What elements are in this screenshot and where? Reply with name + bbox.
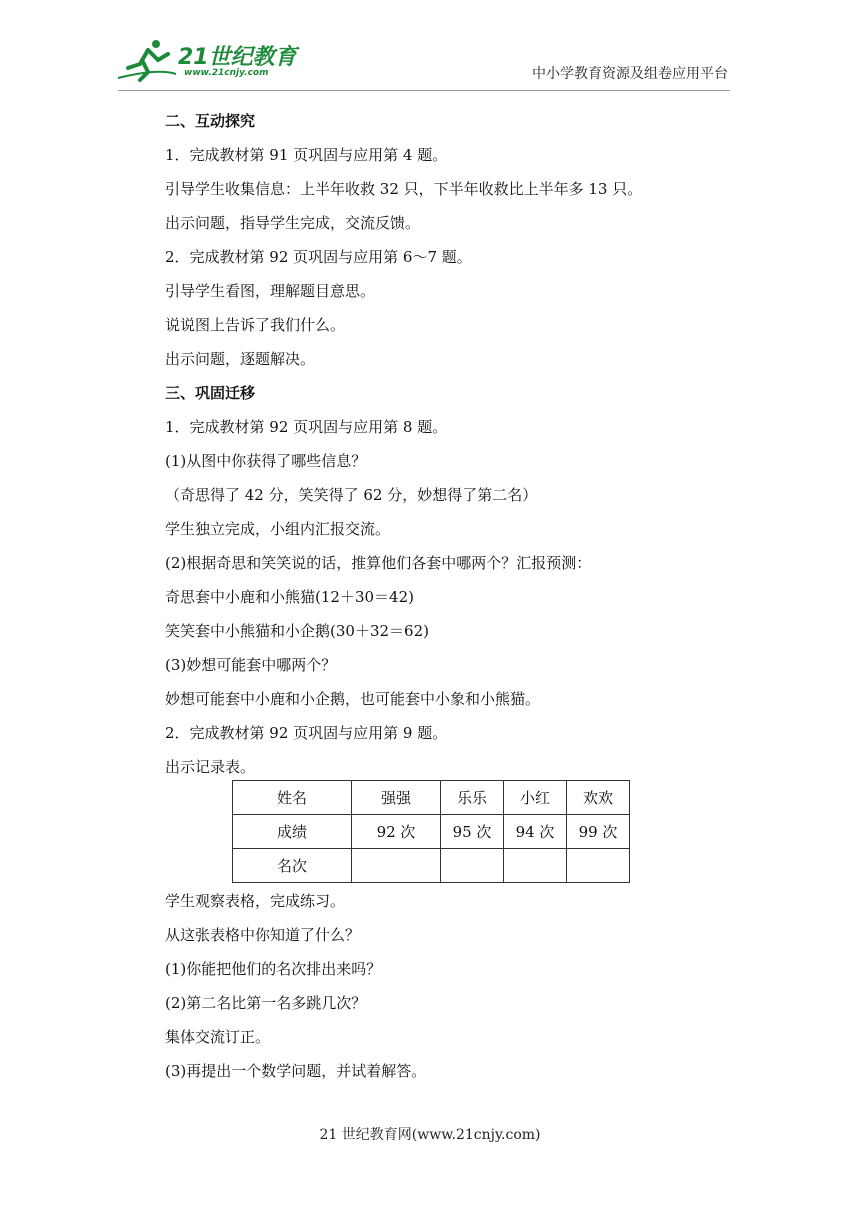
table-cell: 92 次	[352, 815, 441, 849]
table-cell	[352, 849, 441, 883]
paragraph: 出示记录表。	[165, 758, 256, 776]
paragraph: 学生独立完成，小组内汇报交流。	[165, 520, 391, 538]
table-row	[233, 849, 630, 883]
paragraph: 集体交流订正。	[165, 1028, 271, 1046]
table-cell	[567, 849, 630, 883]
paragraph: 奇思套中小鹿和小熊猫(12＋30＝42)	[165, 588, 414, 606]
paragraph: （奇思得了 42 分，笑笑得了 62 分，妙想得了第二名）	[165, 486, 538, 504]
record-table	[232, 780, 630, 883]
table-cell: 99 次	[567, 815, 630, 849]
page-header	[0, 0, 860, 100]
table-cell: 95 次	[441, 815, 504, 849]
paragraph: 1．完成教材第 92 页巩固与应用第 8 题。	[165, 418, 448, 436]
paragraph: 2．完成教材第 92 页巩固与应用第 9 题。	[165, 724, 448, 742]
document-body-continued	[165, 884, 745, 1088]
paragraph: 从这张表格中你知道了什么？	[165, 926, 361, 944]
table-header-cell: 乐乐	[441, 781, 504, 815]
table-cell: 名次	[233, 849, 352, 883]
table-cell	[504, 849, 567, 883]
table-header-cell: 欢欢	[567, 781, 630, 815]
header-divider	[118, 90, 730, 91]
document-body	[165, 104, 745, 784]
paragraph: 引导学生看图，理解题目意思。	[165, 282, 376, 300]
paragraph: 笑笑套中小熊猫和小企鹅(30＋32＝62)	[165, 622, 429, 640]
paragraph: 学生观察表格，完成练习。	[165, 892, 346, 910]
paragraph: (1)从图中你获得了哪些信息？	[165, 452, 367, 470]
table-row	[233, 781, 630, 815]
table-cell: 成绩	[233, 815, 352, 849]
section-heading: 三、巩固迁移	[165, 384, 256, 402]
logo-text: 21世纪教育	[178, 45, 297, 70]
page-footer: 21 世纪教育网(www.21cnjy.com)	[319, 1127, 541, 1143]
table-cell: 94 次	[504, 815, 567, 849]
table-row	[233, 815, 630, 849]
table-header-cell: 姓名	[233, 781, 352, 815]
paragraph: (1)你能把他们的名次排出来吗？	[165, 960, 382, 978]
table-header-cell: 强强	[352, 781, 441, 815]
logo-url: www.21cnjy.com	[184, 68, 269, 78]
paragraph: (2)第二名比第一名多跳几次？	[165, 994, 367, 1012]
paragraph: 引导学生收集信息：上半年收救 32 只，下半年收救比上半年多 13 只。	[165, 180, 643, 198]
paragraph: 妙想可能套中小鹿和小企鹅，也可能套中小象和小熊猫。	[165, 690, 541, 708]
paragraph: (3)再提出一个数学问题，并试着解答。	[165, 1062, 427, 1080]
paragraph: 出示问题，指导学生完成，交流反馈。	[165, 214, 421, 232]
section-heading: 二、互动探究	[165, 112, 256, 130]
paragraph: 出示问题，逐题解决。	[165, 350, 316, 368]
paragraph: 说说图上告诉了我们什么。	[165, 316, 346, 334]
paragraph: (2)根据奇思和笑笑说的话，推算他们各套中哪两个？汇报预测：	[165, 554, 592, 572]
table-cell	[441, 849, 504, 883]
paragraph: (3)妙想可能套中哪两个？	[165, 656, 337, 674]
platform-name: 中小学教育资源及组卷应用平台	[532, 66, 728, 82]
paragraph: 2．完成教材第 92 页巩固与应用第 6～7 题。	[165, 248, 472, 266]
paragraph: 1．完成教材第 91 页巩固与应用第 4 题。	[165, 146, 448, 164]
table-header-cell: 小红	[504, 781, 567, 815]
